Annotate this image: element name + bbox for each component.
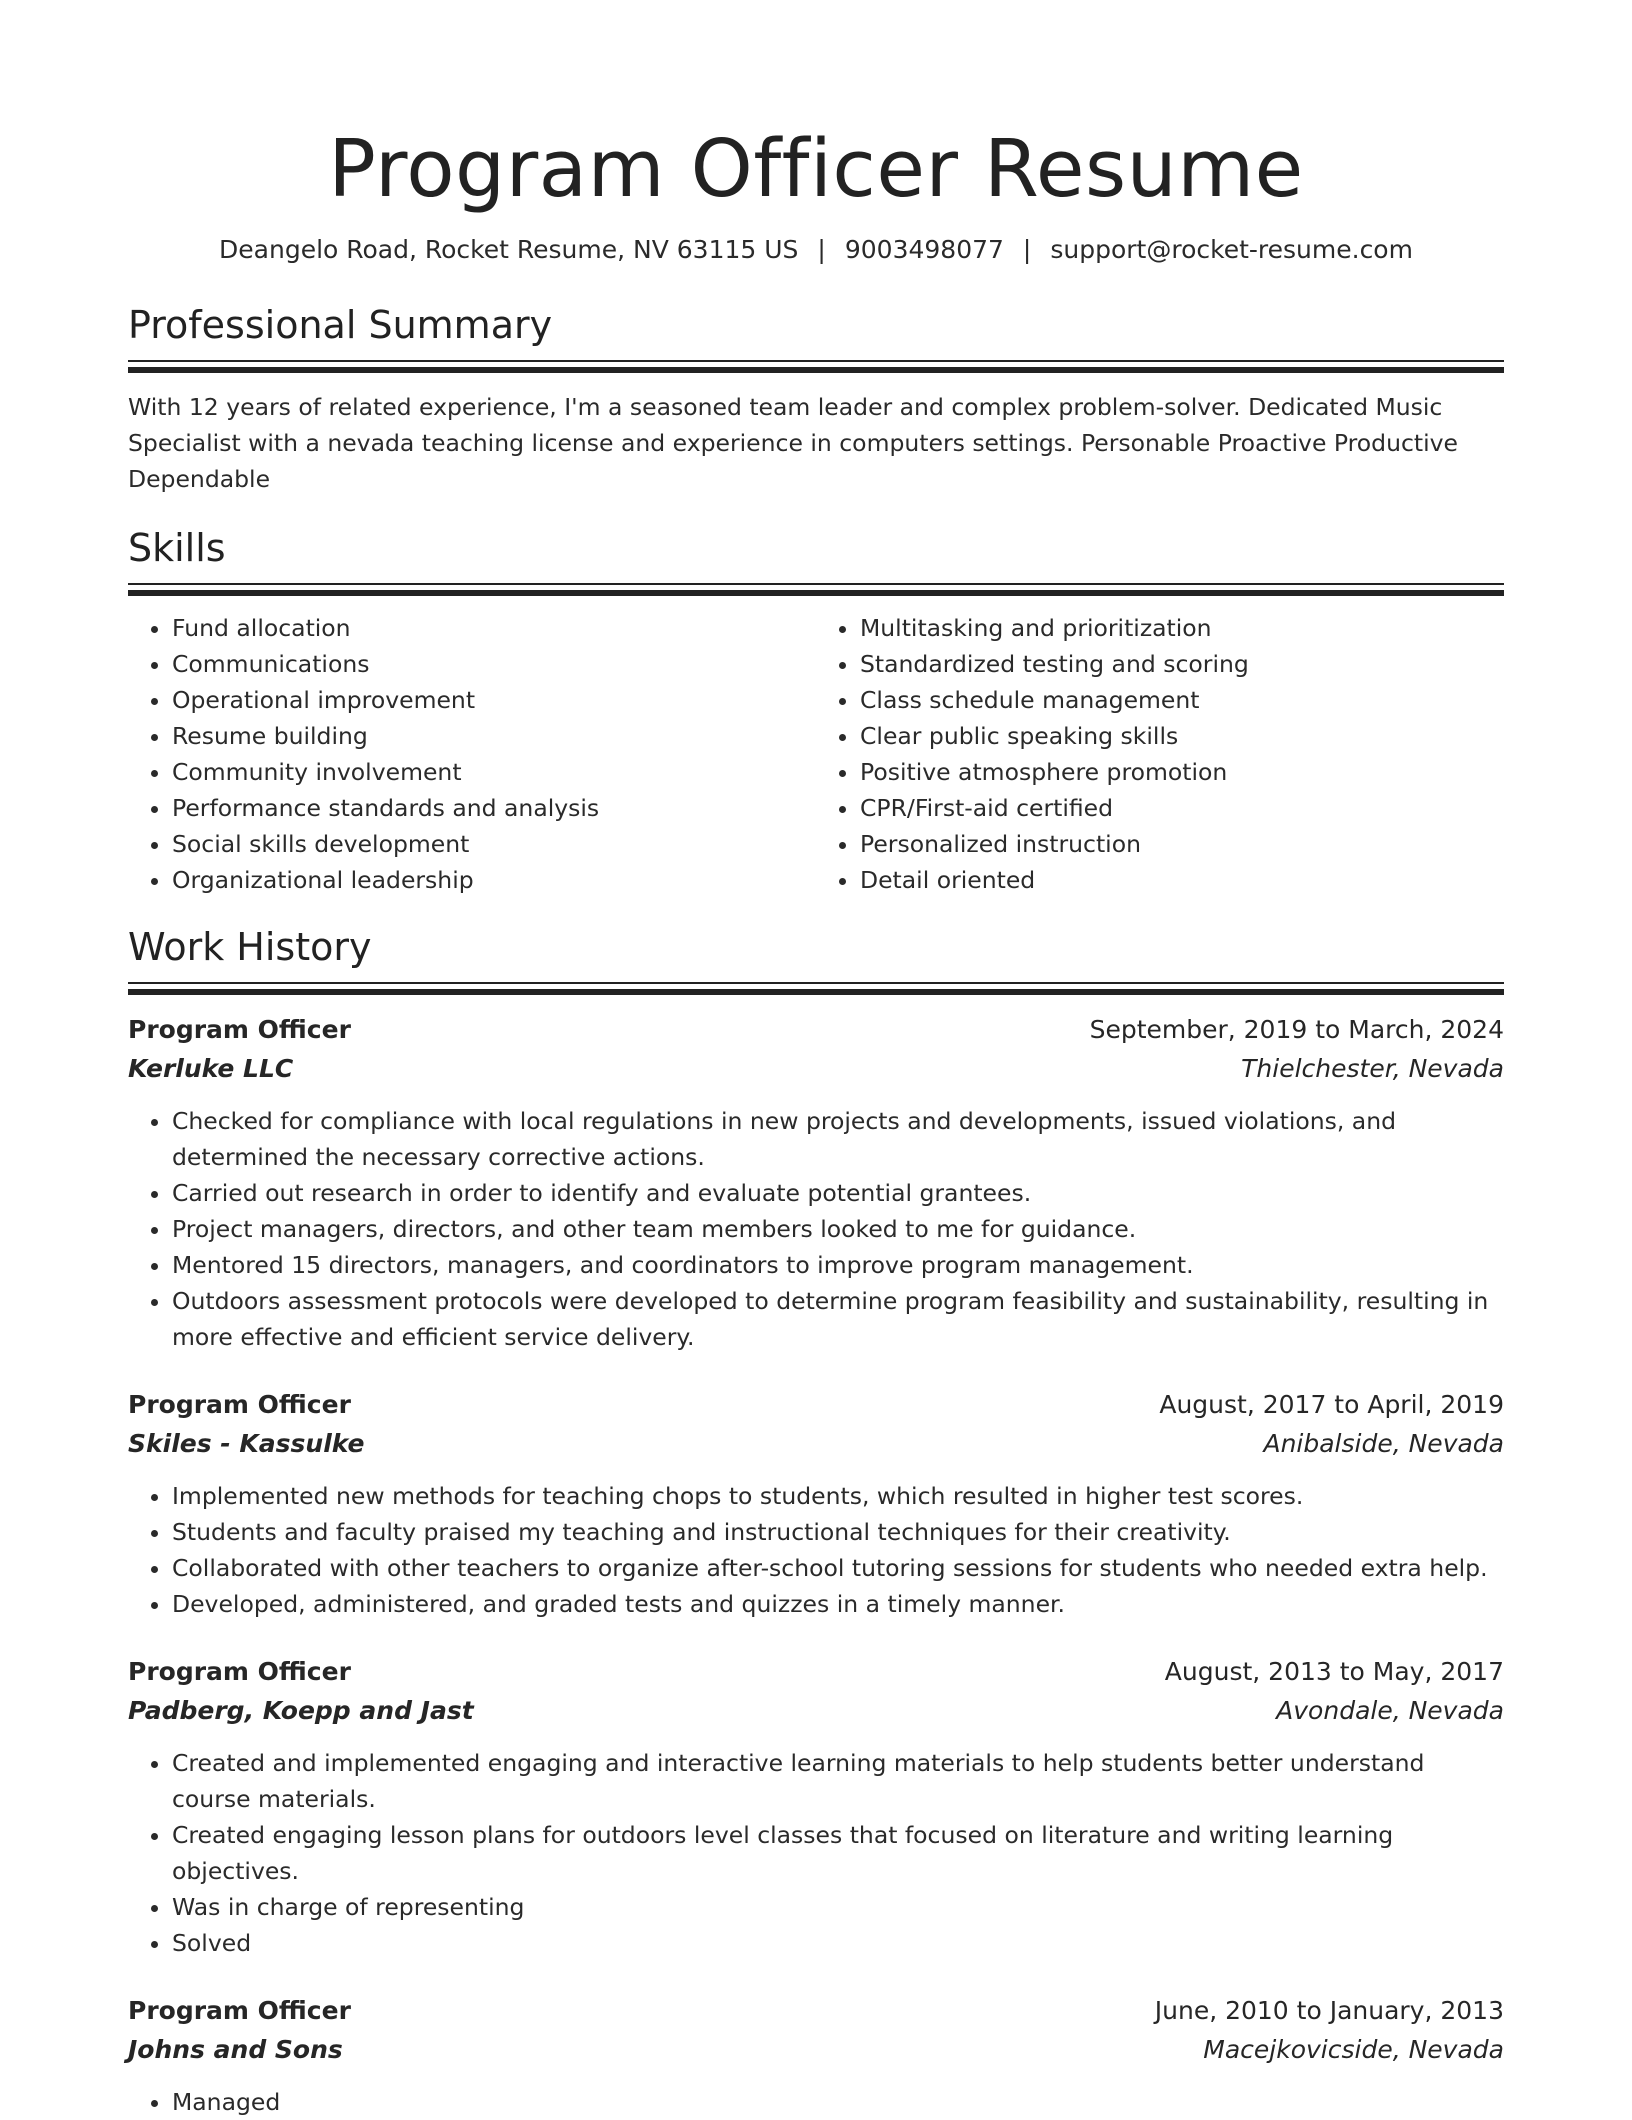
job-title: Program Officer [128,1657,351,1686]
skill-item: • Resume building [172,718,816,754]
skills-list-left [128,610,816,898]
section-rule-thick [128,590,1504,596]
job-bullet: • Project managers, directors, and other team members looked to me for guidance. [172,1211,1504,1247]
job-company: Skiles - Kassulke [128,1429,365,1458]
job-bullet: • Outdoors assessment protocols were developed to determine program feasibility and sustainability, resulting in more effective and efficient service delivery. [172,1283,1504,1355]
skill-item: • Standardized testing and scoring [860,646,1504,682]
job-bullets [128,1103,1504,1355]
work-history-heading: Work History [128,925,372,969]
section-rule-thick [128,367,1504,373]
job-bullet: • Carried out research in order to identify and evaluate potential grantees. [172,1175,1504,1211]
job-title: Program Officer [128,1390,351,1419]
job-company: Johns and Sons [128,2035,343,2064]
skill-item: • Performance standards and analysis [172,790,816,826]
skill-item: • Class schedule management [860,682,1504,718]
skill-item: • Community involvement [172,754,816,790]
job-location: Anibalside, Nevada [1263,1429,1504,1458]
job-bullet: • Implemented new methods for teaching chops to students, which resulted in higher test scores. [172,1478,1504,1514]
job-bullet: • Was in charge of representing [172,1889,1504,1925]
skill-item: • Communications [172,646,816,682]
job-bullet: • Collaborated with other teachers to organize after-school tutoring sessions for students who needed extra help. [172,1550,1504,1586]
job-company: Padberg, Koepp and Jast [128,1696,474,1725]
job-location: Thielchester, Nevada [1241,1054,1504,1083]
skill-item: • Fund allocation [172,610,816,646]
job-location: Macejkovicside, Nevada [1203,2035,1504,2064]
job-subheader [128,1691,1504,1731]
skill-item: • Social skills development [172,826,816,862]
job-subheader [128,1049,1504,1089]
skill-item: • Clear public speaking skills [860,718,1504,754]
skill-item: • Multitasking and prioritization [860,610,1504,646]
skill-item: • Operational improvement [172,682,816,718]
job-subheader [128,2030,1504,2070]
contact-address: Deangelo Road, Rocket Resume, NV 63115 US [219,235,799,264]
job-subheader [128,1424,1504,1464]
job-header [128,1992,1504,2030]
job-bullets [128,1478,1504,1622]
work-history-section [128,924,1504,2120]
job-entry [128,1011,1504,1355]
job-bullet: • Created and implemented engaging and interactive learning materials to help students better understand course materials. [172,1745,1504,1817]
job-dates: September, 2019 to March, 2024 [1089,1015,1504,1044]
contact-email[interactable]: support@rocket-resume.com [1050,235,1413,264]
summary-heading: Professional Summary [128,303,553,347]
job-header [128,1386,1504,1424]
section-rule [128,360,1504,362]
job-bullets [128,1745,1504,1961]
summary-text: With 12 years of related experience, I'm a seasoned team leader and complex problem-solver. Dedicated Music Specialist with a nevada teaching license and experience in computers settings. Personable Proactive Productive Dependable [128,393,1459,493]
section-rule-thick [128,989,1504,995]
section-rule [128,982,1504,984]
skills-heading: Skills [128,526,226,570]
job-bullets [128,2084,1504,2120]
job-dates: June, 2010 to January, 2013 [1154,1996,1504,2025]
job-header [128,1011,1504,1049]
contact-separator: | [817,235,826,264]
skill-item: • Detail oriented [860,862,1504,898]
job-title: Program Officer [128,1015,351,1044]
job-company: Kerluke LLC [128,1054,294,1083]
summary-section [128,302,1504,497]
job-bullet: • Students and faculty praised my teaching and instructional techniques for their creativity. [172,1514,1504,1550]
job-title: Program Officer [128,1996,351,2025]
job-dates: August, 2013 to May, 2017 [1164,1657,1504,1686]
job-bullet: • Managed [172,2084,1504,2120]
job-entry [128,1386,1504,1622]
job-header [128,1653,1504,1691]
job-bullet: • Checked for compliance with local regulations in new projects and developments, issued violations, and determined the necessary corrective actions. [172,1103,1504,1175]
page-title: Program Officer Resume [328,123,1304,215]
section-rule [128,583,1504,585]
job-location: Avondale, Nevada [1276,1696,1504,1725]
job-entry [128,1992,1504,2120]
job-bullet: • Solved [172,1925,1504,1961]
contact-separator: | [1022,235,1032,264]
skill-item: • Positive atmosphere promotion [860,754,1504,790]
skills-columns [128,610,1504,898]
job-bullet: • Developed, administered, and graded tests and quizzes in a timely manner. [172,1586,1504,1622]
skill-item: • Personalized instruction [860,826,1504,862]
job-entry [128,1653,1504,1961]
resume-page [128,0,1504,2120]
contact-line [128,234,1504,266]
skills-section [128,525,1504,898]
job-bullet: • Mentored 15 directors, managers, and coordinators to improve program management. [172,1247,1504,1283]
skill-item: • Organizational leadership [172,862,816,898]
job-bullet: • Created engaging lesson plans for outdoors level classes that focused on literature and writing learning objectives. [172,1817,1504,1889]
skill-item: • CPR/First-aid certified [860,790,1504,826]
contact-phone: 9003498077 [844,235,1004,264]
skills-list-right [816,610,1504,898]
job-dates: August, 2017 to April, 2019 [1159,1390,1504,1419]
